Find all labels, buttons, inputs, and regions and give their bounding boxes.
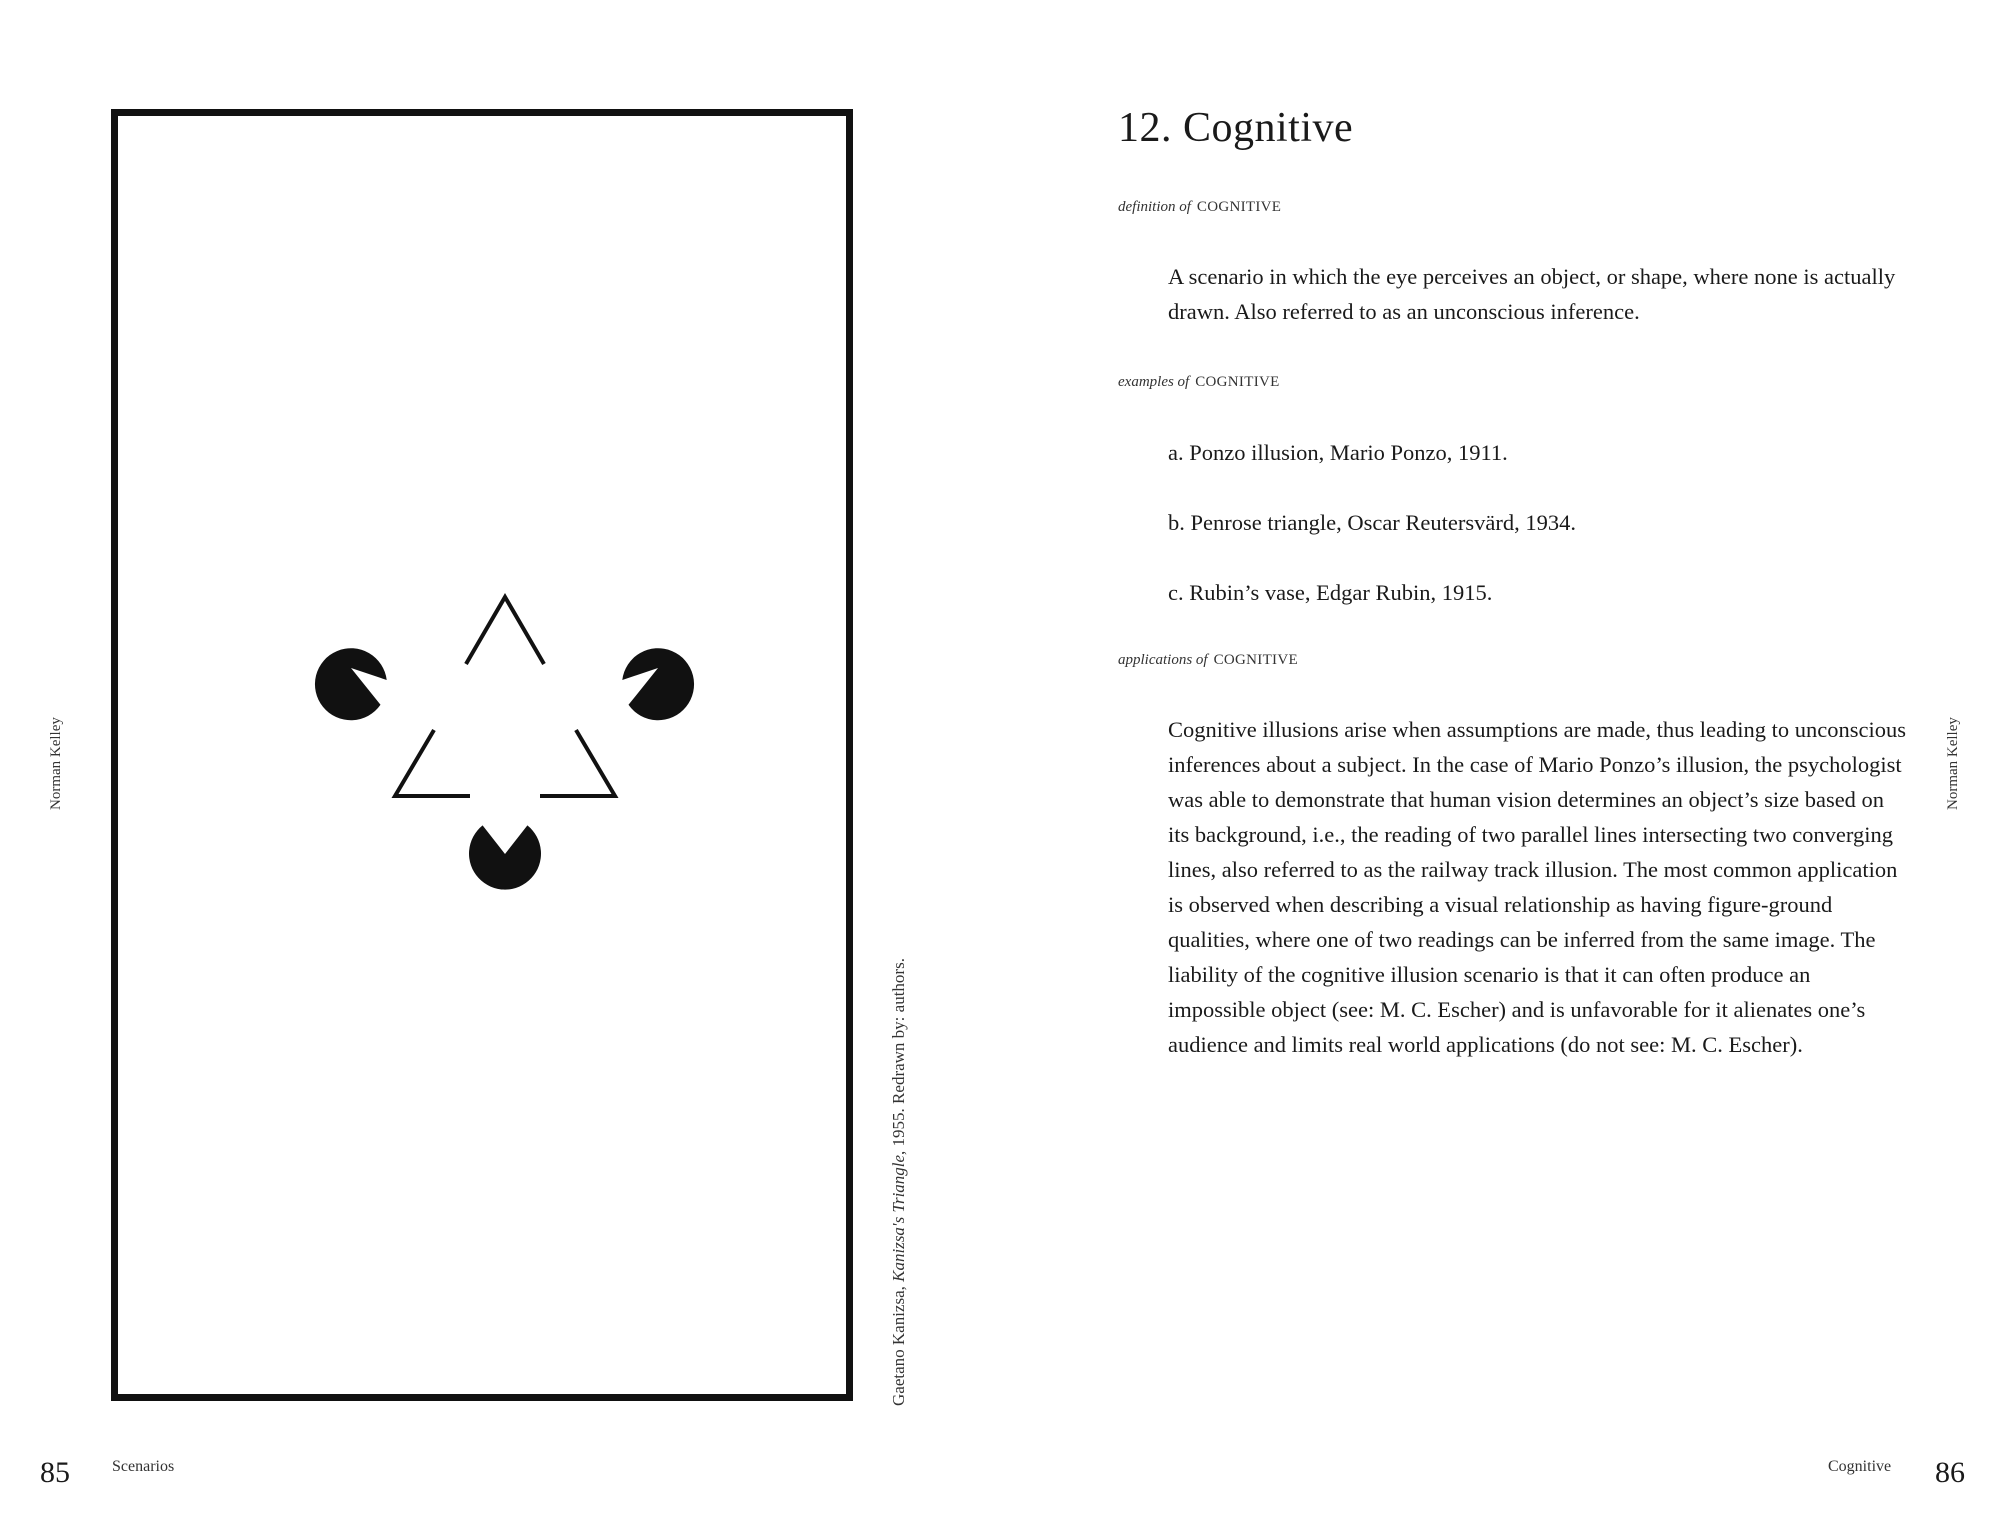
caption-prefix: Gaetano Kanizsa, — [889, 1281, 908, 1406]
definition-label-prefix: definition of — [1118, 199, 1191, 215]
pacman-disc-top-left — [315, 648, 387, 720]
pacman-disc-top-right — [622, 648, 694, 720]
example-item: b. Penrose triangle, Oscar Reutersvärd, 1934. — [1168, 510, 1577, 535]
running-section-right: Cognitive — [1828, 1458, 1892, 1475]
running-author-right: Norman Kelley — [1945, 717, 1961, 810]
caption-suffix: , 1955. Redrawn by: authors. — [889, 958, 908, 1155]
triangle-right-corner-stroke — [540, 730, 615, 796]
page-heading: 12. Cognitive — [1118, 105, 1354, 151]
example-item: a. Ponzo illusion, Mario Ponzo, 1911. — [1168, 440, 1508, 465]
examples-label-term: COGNITIVE — [1195, 374, 1280, 390]
figure-caption — [889, 958, 909, 1406]
triangle-left-corner-stroke — [395, 730, 470, 796]
definition-text: A scenario in which the eye perceives an object, or shape, where none is actually drawn. Also referred to as an unconscious inference. — [1168, 264, 1896, 324]
example-item: c. Rubin’s vase, Edgar Rubin, 1915. — [1168, 580, 1493, 605]
running-author-left: Norman Kelley — [48, 717, 64, 810]
page-number-left: 85 — [40, 1456, 70, 1489]
outline-triangle — [395, 597, 615, 796]
pacman-disc-bottom — [469, 825, 541, 889]
examples-list — [1168, 435, 1576, 645]
applications-label — [1118, 652, 1298, 669]
examples-label-prefix: examples of — [1118, 374, 1190, 390]
kanizsa-triangle-figure — [118, 116, 846, 1394]
applications-label-prefix: applications of — [1118, 652, 1208, 668]
examples-label — [1118, 374, 1280, 391]
definition-label-term: COGNITIVE — [1196, 199, 1282, 215]
page-number-right: 86 — [1935, 1456, 1965, 1489]
applications-text: Cognitive illusions arise when assumptions are made, thus leading to unconscious inferences about a subject. In the case of Mario Ponzo’s illusion, the psychologist was able to demonstrate that human vision determines an object’s size based on its background, i.e., the reading of two parallel lines intersecting two converging lines, also referred to as the railway track illusion. The most common application is observed when describing a visual relationship as having figure-ground qualities, where one of two readings can be inferred from the same image. The liability of the cognitive illusion scenario is that it can often produce an impossible object (see: M. C. Escher) and is unfavorable for it alienates one’s audience and limits real world applications (do not see: M. C. Escher). — [1168, 717, 1907, 1057]
definition-label — [1118, 199, 1281, 216]
applications-label-term: COGNITIVE — [1213, 652, 1298, 668]
caption-title: Kanizsa's Triangle — [889, 1154, 908, 1282]
running-section-left: Scenarios — [112, 1458, 175, 1475]
figure-frame — [111, 109, 853, 1401]
triangle-apex-stroke — [466, 597, 544, 664]
